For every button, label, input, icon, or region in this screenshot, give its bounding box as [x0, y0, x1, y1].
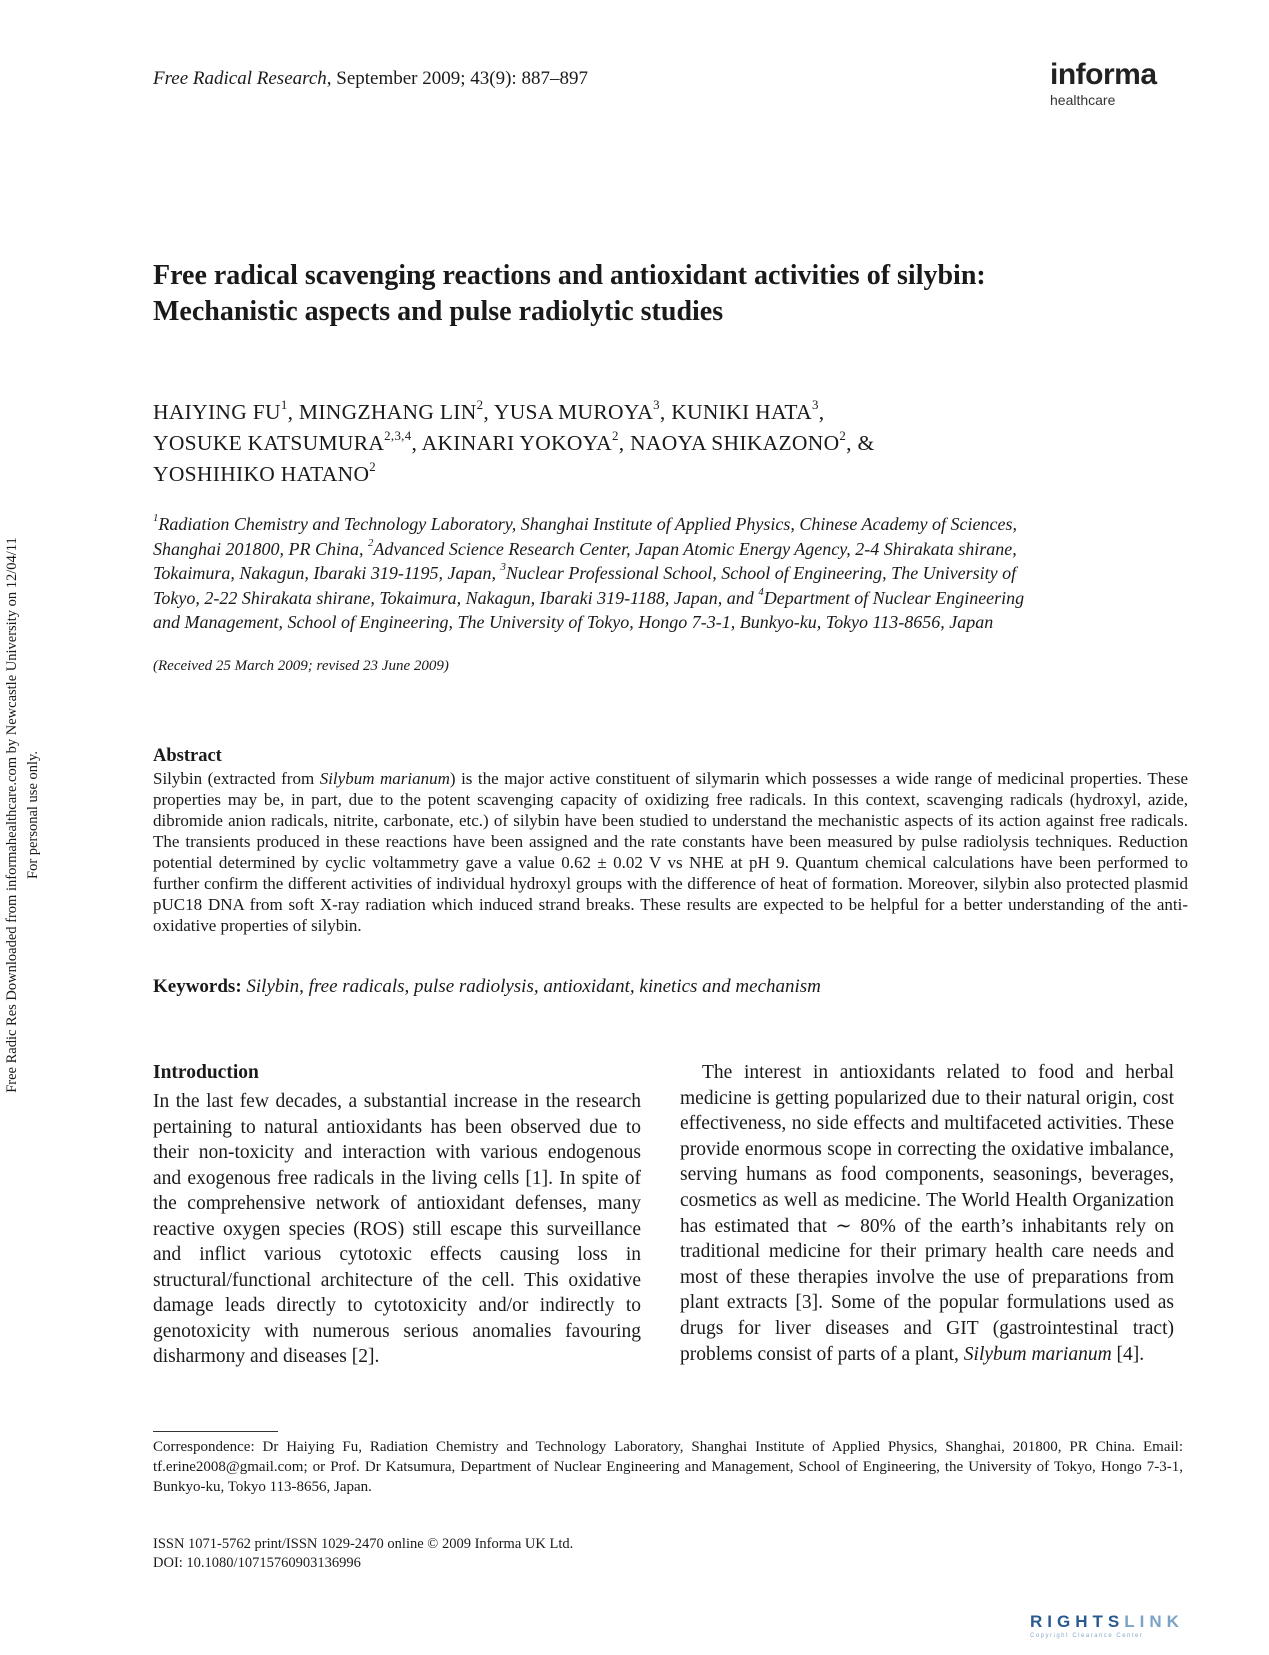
keywords-label: Keywords: [153, 976, 242, 997]
abstract-heading: Abstract [153, 746, 222, 766]
rightslink-part-a: RIGHTS [1030, 1612, 1125, 1631]
author-list [153, 397, 1183, 490]
author-name: HAIYING FU [153, 400, 281, 424]
affil-sup: 3 [500, 561, 506, 574]
keywords-value: Silybin, free radicals, pulse radiolysis, antioxidant, kinetics and mechanism [246, 976, 821, 997]
author-sup: 3 [811, 397, 819, 412]
author-sep: , [287, 400, 299, 424]
affil-sup: 1 [153, 512, 159, 525]
title-line-1: Free radical scavenging reactions and antioxidant activities of silybin: [153, 260, 986, 291]
affil-sup: 2 [368, 536, 374, 549]
author-name: YUSA MUROYA [493, 400, 654, 424]
intro-paragraph-2 [680, 1060, 1174, 1367]
author-sup: 2 [476, 397, 484, 412]
author-name: MINGZHANG LIN [298, 400, 477, 424]
affil-line-3 [153, 561, 1188, 586]
footnote-rule [153, 1431, 278, 1432]
author-sep: , & [846, 431, 875, 455]
author-name: YOSUKE KATSUMURA [153, 431, 385, 455]
rightslink-logo[interactable] [1030, 1612, 1184, 1632]
publication-info [153, 1535, 573, 1573]
received-dates: (Received 25 March 2009; revised 23 June 2009) [153, 658, 449, 674]
author-sep: , [818, 400, 825, 424]
affil-text: Shanghai 201800, PR China, [153, 538, 368, 559]
author-sup: 2 [839, 428, 847, 443]
rightslink-part-b: LINK [1124, 1612, 1184, 1631]
abstract-species: Silybum marianum [319, 769, 450, 788]
author-sep: , [659, 400, 672, 424]
keywords [153, 976, 821, 998]
author-sup: 2 [611, 428, 619, 443]
download-watermark [2, 515, 41, 1115]
affil-text: Tokaimura, Nakagun, Ibaraki 319-1195, Japan, [153, 563, 501, 583]
journal-citation [153, 68, 588, 90]
author-name: NAOYA SHIKAZONO [630, 431, 840, 455]
affil-text: Radiation Chemistry and Technology Laboratory, Shanghai Institute of Applied Physics, Chinese Academy of Sciences, [158, 514, 1017, 534]
author-sep: , [618, 431, 631, 455]
author-sep: , [411, 431, 422, 455]
article-title [153, 258, 1183, 330]
abstract-text: ) is the major active constituent of silymarin which possesses a wide range of medicinal properties. These properties may be, in part, due to the potent scavenging capacity of oxidizing free radicals. In this context, scavenging radicals (hydroxyl, azide, dibromide anion radicals, nitrite, carbonate, etc.) of silybin have been studied to understand the mechanistic aspects of its action against free radicals. The transients produced in these reactions have been assigned and the rate constants have been measured by pulse radiolysis techniques. Reduction potential determined by cyclic voltammetry gave a value 0.62 ± 0.02 V vs NHE at pH 9. Quantum chemical calculations have been performed to further confirm the different activities of individual hydroxyl groups with the difference of heat of formation. Moreover, silybin also protected plasmid pUC18 DNA from soft X-ray radiation which induced strand breaks. These results are expected to be helpful for a better understanding of the anti-oxidative properties of silybin. [153, 769, 1188, 935]
affil-line-4 [153, 586, 1188, 611]
author-name: YOSHIHIKO HATANO [153, 462, 370, 486]
issn-line: ISSN 1071-5762 print/ISSN 1029-2470 online © 2009 Informa UK Ltd. [153, 1536, 574, 1552]
author-sep: , [483, 400, 494, 424]
introduction-heading: Introduction [153, 1062, 259, 1083]
affil-line-2 [153, 537, 1188, 562]
journal-details: , September 2009; 43(9): 887–897 [326, 68, 588, 89]
intro-text: [4]. [1111, 1343, 1145, 1365]
author-sup: 2 [369, 459, 377, 474]
intro-species: Silybum marianum [963, 1343, 1112, 1365]
intro-text: The interest in antioxidants related to food and herbal medicine is getting popularized due to their natural origin, cost effectiveness, no side effects and multifaceted activities. These provide enormous scope in correcting the oxidative imbalance, serving humans as food components, seasonings, beverages, cosmetics as well as medicine. The World Health Organization has estimated that ∼ 80% of the earth’s inhabitants rely on traditional medicine for their primary health care needs and most of these therapies involve the use of preparations from plant extracts [3]. Some of the popular formulations used as drugs for liver diseases and GIT (gastrointestinal tract) problems consist of parts of a plant, [680, 1062, 1174, 1365]
logo-wordmark: informa [1050, 58, 1157, 91]
affiliations [153, 512, 1188, 635]
affil-text: Department of Nuclear Engineering [763, 587, 1025, 608]
journal-name: Free Radical Research [153, 68, 327, 89]
title-line-2: Mechanistic aspects and pulse radiolytic studies [153, 296, 724, 327]
abstract-body [153, 768, 1188, 936]
affil-line-1 [153, 512, 1188, 537]
logo-subtitle: healthcare [1050, 92, 1116, 108]
author-line-2 [153, 428, 1183, 459]
affil-text: Nuclear Professional School, School of Engineering, The University of [505, 563, 1017, 583]
abstract-text: Silybin (extracted from [153, 769, 320, 788]
rightslink-subtitle: Copyright Clearance Center [1030, 1633, 1144, 1639]
watermark-line-1: Free Radic Res Downloaded from informahealthcare.com by Newcastle University on 12/04/11 [4, 537, 20, 1093]
author-name: AKINARI YOKOYA [421, 431, 612, 455]
correspondence-note: Correspondence: Dr Haiying Fu, Radiation Chemistry and Technology Laboratory, Shanghai Institute of Applied Physics, Shanghai, 201800, PR China. Email: tf.erine2008@gmail.com; or Prof. Dr Katsumura, Department of Nuclear Engineering and Management, School of Engineering, the University of Tokyo, Hongo 7-3-1, Bunkyo-ku, Tokyo 113-8656, Japan. [153, 1439, 1183, 1495]
affil-text: Advanced Science Research Center, Japan Atomic Energy Agency, 2-4 Shirakata shirane, [373, 538, 1017, 559]
author-line-1 [153, 397, 1183, 428]
watermark-line-2: For personal use only. [25, 751, 41, 879]
doi-line: DOI: 10.1080/10715760903136996 [153, 1555, 361, 1571]
author-sup: 1 [280, 397, 288, 412]
author-sup: 3 [653, 397, 660, 412]
author-sup: 2,3,4 [384, 428, 412, 443]
affil-text: Tokyo, 2-22 Shirakata shirane, Tokaimura, Nakagun, Ibaraki 319-1188, Japan, and [153, 587, 759, 608]
intro-left-column [153, 1089, 641, 1370]
intro-paragraph-1: In the last few decades, a substantial increase in the research pertaining to natural antioxidants has been observed due to their non-toxicity and interaction with various endogenous and exogenous free radicals in the living cells [1]. In spite of the comprehensive network of antioxidant defenses, many reactive oxygen species (ROS) still escape this surveillance and inflict various cytotoxic effects causing loss in structural/functional architecture of the cell. This oxidative damage leads directly to cytotoxicity and/or indirectly to genotoxicity with numerous serious anomalies favouring disharmony and diseases [2]. [153, 1091, 641, 1367]
publisher-logo [1050, 60, 1157, 108]
author-line-3 [153, 459, 1183, 490]
affil-line-5: and Management, School of Engineering, The University of Tokyo, Hongo 7-3-1, Bunkyo-ku, Tokyo 113-8656, Japan [153, 612, 994, 632]
intro-right-column [680, 1060, 1174, 1367]
affil-sup: 4 [758, 585, 764, 598]
author-name: KUNIKI HATA [671, 400, 812, 424]
